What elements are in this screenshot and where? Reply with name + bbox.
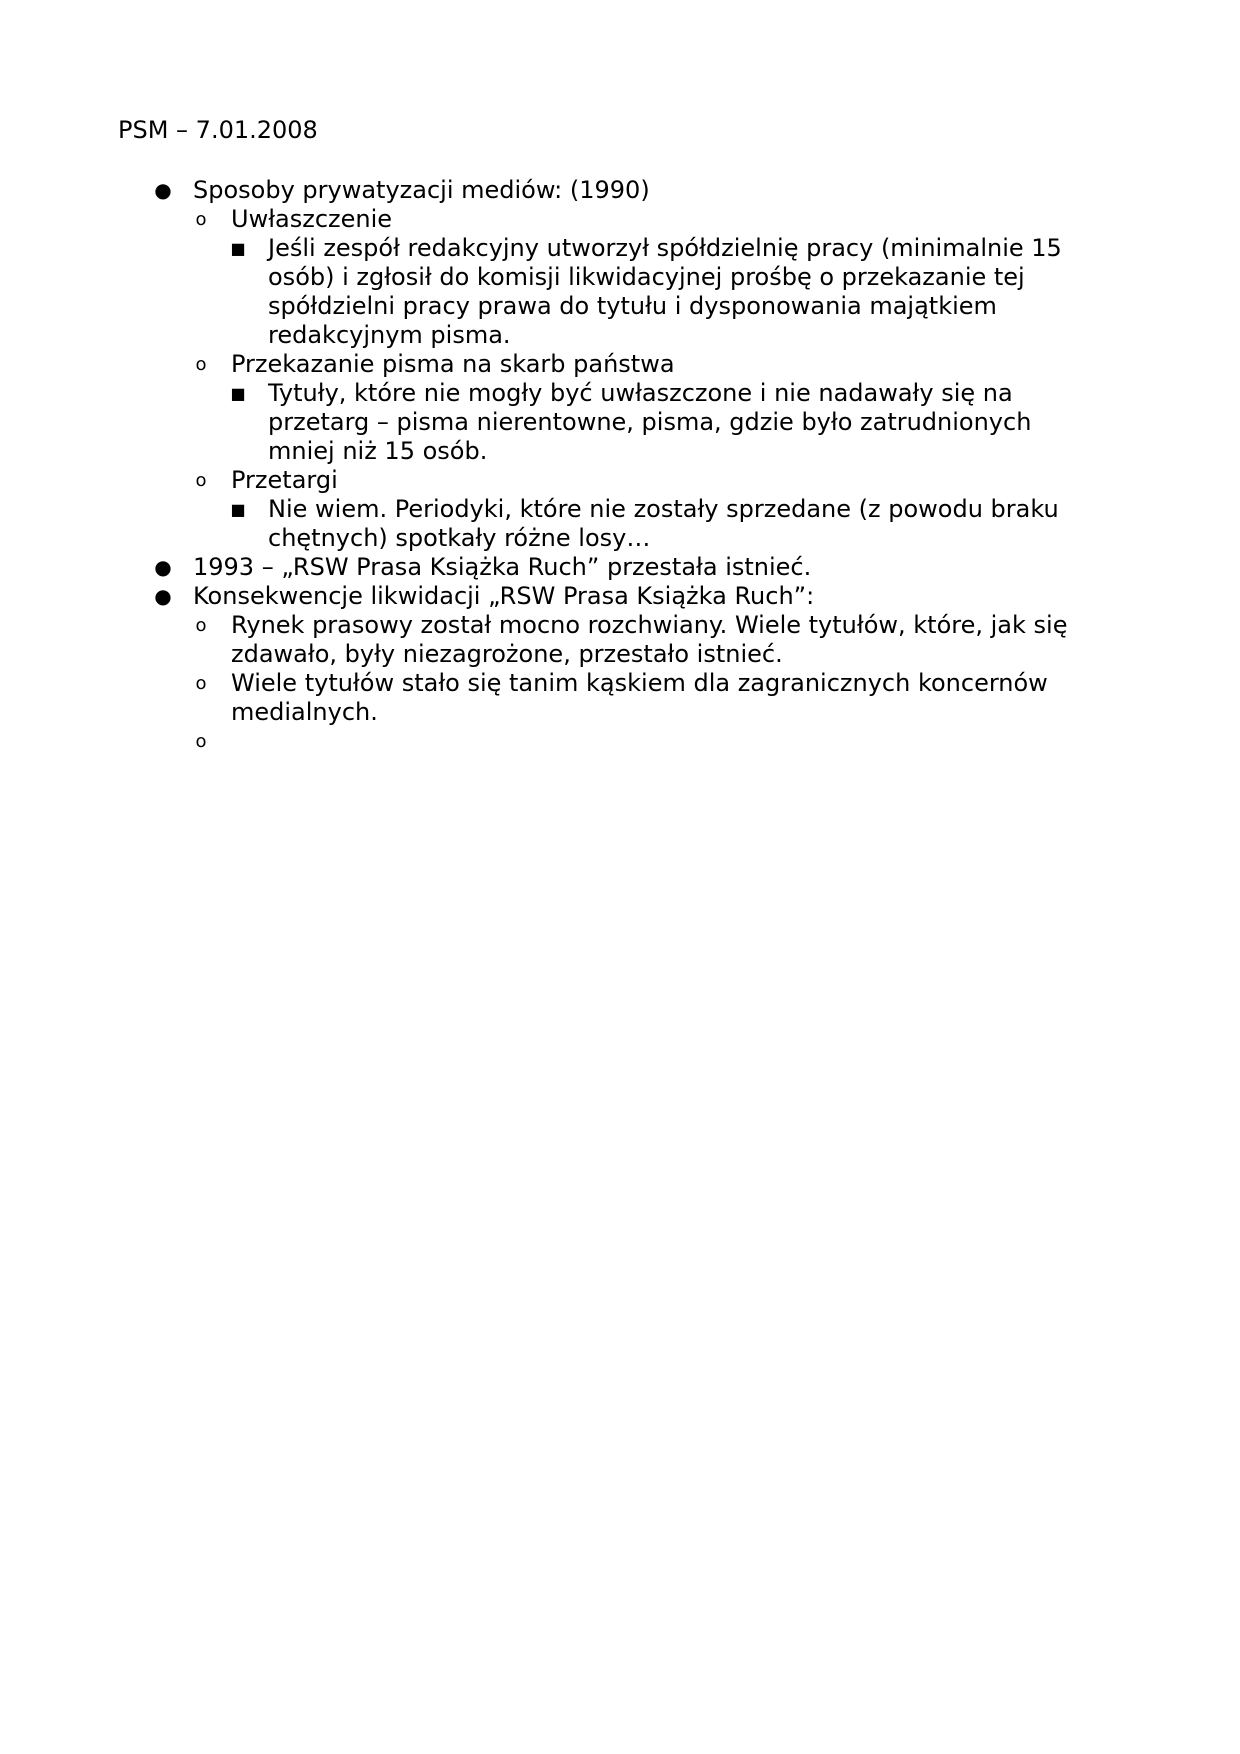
outline-item-text-level-1: 1993 – „RSW Prasa Książka Ruch” przestała istnieć. [193,553,812,581]
outline-line [0,553,1240,582]
outline-line [0,640,1240,669]
outline-item-text-level-3: Jeśli zespół redakcyjny utworzył spółdzielnię pracy (minimalnie 15 [268,234,1062,262]
outline-line [0,611,1240,640]
outline-item-text-level-2: medialnych. [231,698,378,726]
outline-line [0,466,1240,495]
outline-item-text-level-2: Uwłaszczenie [231,205,393,233]
outline-item-text-level-3: osób) i zgłosił do komisji likwidacyjnej prośbę o przekazanie tej [268,263,1025,291]
hollow-circle-bullet-icon: o [195,615,207,636]
hollow-circle-bullet-icon: o [195,209,207,230]
outline-line [0,727,1240,756]
outline-item-text-level-2: Rynek prasowy został mocno rozchwiany. Wiele tytułów, które, jak się [231,611,1068,639]
outline-line [0,495,1240,524]
outline-line [0,234,1240,263]
outline-item-text-level-1: Konsekwencje likwidacji „RSW Prasa Książka Ruch”: [193,582,815,610]
filled-square-bullet-icon: ■ [230,239,246,258]
outline-line [0,321,1240,350]
outline-line [0,524,1240,553]
outline-item-text-level-3: Tytuły, które nie mogły być uwłaszczone i nie nadawały się na [268,379,1013,407]
outline-item-text-level-3: mniej niż 15 osób. [268,437,488,465]
filled-square-bullet-icon: ■ [230,384,246,403]
filled-circle-bullet-icon: ● [154,178,172,202]
filled-circle-bullet-icon: ● [154,584,172,608]
hollow-circle-bullet-icon: o [195,470,207,491]
outline-line [0,582,1240,611]
outline-line [0,292,1240,321]
document-header: PSM – 7.01.2008 [118,116,318,144]
outline-item-text-level-1: Sposoby prywatyzacji mediów: (1990) [193,176,650,204]
outline-line [0,379,1240,408]
outline-line [0,350,1240,379]
outline-item-text-level-2: Wiele tytułów stało się tanim kąskiem dla zagranicznych koncernów [231,669,1048,697]
hollow-circle-bullet-icon: o [195,673,207,694]
outline-line [0,437,1240,466]
outline-line [0,698,1240,727]
filled-circle-bullet-icon: ● [154,555,172,579]
hollow-circle-bullet-icon: o [195,354,207,375]
outline-line [0,263,1240,292]
outline-item-text-level-2: zdawało, były niezagrożone, przestało istnieć. [231,640,783,668]
outline-item-text-level-3: przetarg – pisma nierentowne, pisma, gdzie było zatrudnionych [268,408,1032,436]
outline-line [0,408,1240,437]
bullet-outline [0,176,1240,756]
outline-item-text-level-3: chętnych) spotkały różne losy… [268,524,651,552]
outline-item-text-level-2: Przetargi [231,466,338,494]
hollow-circle-bullet-icon: o [195,731,207,752]
outline-item-text-level-3: spółdzielni pracy prawa do tytułu i dysponowania majątkiem [268,292,997,320]
filled-square-bullet-icon: ■ [230,500,246,519]
outline-item-text-level-3: redakcyjnym pisma. [268,321,511,349]
outline-line [0,669,1240,698]
outline-item-text-level-3: Nie wiem. Periodyki, które nie zostały sprzedane (z powodu braku [268,495,1059,523]
outline-line [0,176,1240,205]
outline-item-text-level-2: Przekazanie pisma na skarb państwa [231,350,675,378]
outline-line [0,205,1240,234]
